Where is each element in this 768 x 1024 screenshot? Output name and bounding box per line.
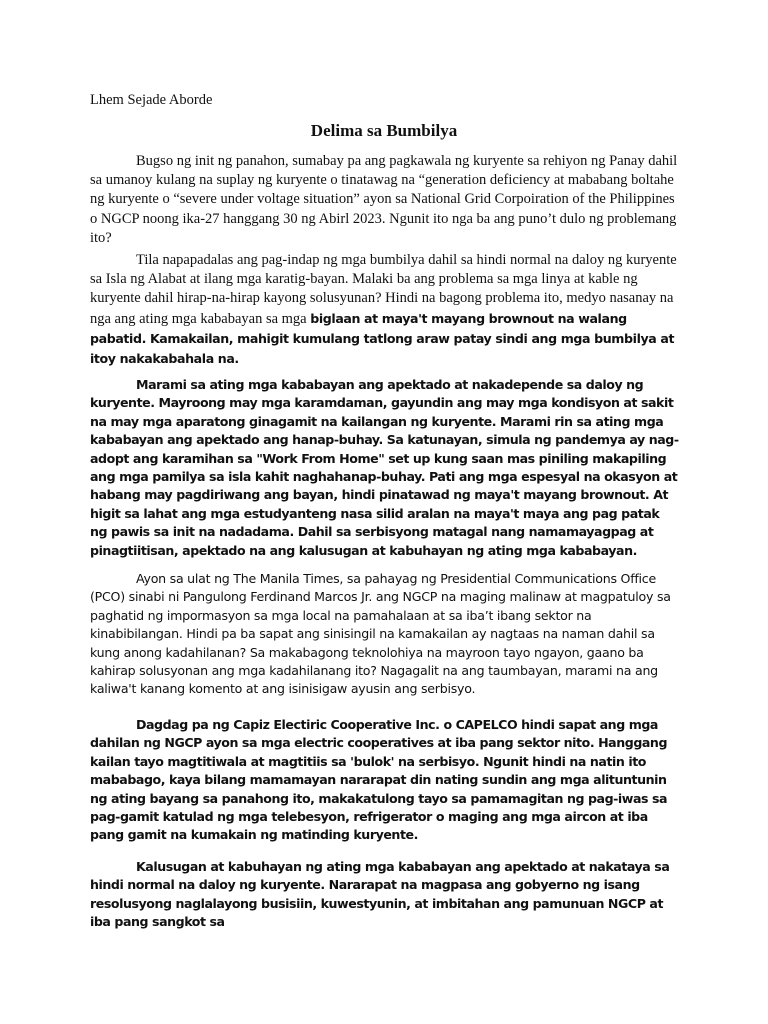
paragraph-2 bbox=[90, 251, 680, 369]
paragraph-5: Dagdag pa ng Capiz Electiric Cooperative Inc. o CAPELCO hindi sapat ang mga dahilan ng NGCP ayon sa mga electric cooperatives at iba pang sektor nito. Hanggang kailan tayo magtitiwala at magtitiis sa 'bulok' na serbisyo. Ngunit hindi na natin ito mababago, kaya bilang mamamayan nararapat din nating sundin ang mga alituntunin ng ating bayang sa panahong ito, makakatulong tayo sa pamamagitan ng pag-iwas sa pag-gamit katulad ng mga telebesyon, refrigerator o maging ang mga aircon at iba pang gamit na kumakain ng matinding kuryente. bbox=[90, 717, 668, 843]
paragraph-3: Marami sa ating mga kababayan ang apektado at nakadepende sa daloy ng kuryente. Mayroong may mga karamdaman, gayundin ang may mga kondisyon at sakit na may mga aparatong ginagamit na kailangan ng kuryente. Marami rin sa ating mga kababayan ang apektado ang hanap-buhay. Sa katunayan, simula ng pandemya ay nag-adopt ang karamihan sa "Work From Home" set up kung saan mas piniling makapiling ang mga pamilya sa isla kahit naghahanap-buhay. Pati ang mga espesyal na okasyon at habang may pagdiriwang ang bayan, hindi pinatawad ng maya't mayang brownout. At higit sa lahat ang mga estudyanteng nasa silid aralan na maya't maya ang pag patak ng pawis sa init na nadadama. Dahil sa serbisyong matagal nang namamayagpag at pinagtiitisan, apektado na ang kalusugan at kabuhayan ng ating mga kababayan. bbox=[90, 377, 679, 558]
document-title: Delima sa Bumbilya bbox=[310, 121, 458, 140]
paragraph-2-emphasis: biglaan at maya't mayang brownout na walang pabatid. Kamakailan, mahigit kumulang tatlong araw patay sindi ang mga bumbilya at itoy nakakabahala na. bbox=[90, 310, 675, 367]
paragraph-4: Ayon sa ulat ng The Manila Times, sa pahayag ng Presidential Communications Office (PCO) sinabi ni Pangulong Ferdinand Marcos Jr. ang NGCP na maging malinaw at magpatuloy sa paghatid ng impormasyon sa mga local na pamahalaan at sa iba’t ibang sektor na kinabibilangan. Hindi pa ba sapat ang sinisingil na kamakailan ay nagtaas na naman dahil sa kung anong kadahilanan? Sa makabagong teknolohiya na mayroon tayo ngayon, gaano ba kahirap solusyonan ang mga kadahilanang ito? Nagagalit na ang taumbayan, marami na ang kaliwa't kanang komento at ang isinisigaw ayusin ang serbisyo. bbox=[90, 571, 671, 697]
paragraph-2-text: Tila napapadalas ang pag-indap ng mga bumbilya dahil sa hindi normal na daloy ng kuryente sa Isla ng Alabat at ilang mga karatig-bayan. Malaki ba ang problema sa mga linya at kable ng kuryente dahil hirap-na-hirap kayong solusyunan? Hindi na bagong problema ito, medyo nasanay na nga ang ating mga kababayan sa mga bbox=[90, 252, 677, 327]
paragraph-6: Kalusugan at kabuhayan ng ating mga kababayan ang apektado at nakataya sa hindi normal na daloy ng kuryente. Nararapat na magpasa ang gobyerno ng isang resolusyong naglalayong busisiin, kuwestyunin, at imbitahan ang pamunuan NGCP at iba pang sangkot sa bbox=[90, 859, 670, 930]
author-name: Lhem Sejade Aborde bbox=[90, 92, 213, 108]
paragraph-1: Bugso ng init ng panahon, sumabay pa ang pagkawala ng kuryente sa rehiyon ng Panay dahil sa umanoy kulang na suplay ng kuryente o tinatawag na “generation deficiency at mababang boltahe ng kuryente o “severe under voltage situation” ayon sa National Grid Corpoiration of the Philippines o NGCP noong ika-27 hanggang 30 ng Abirl 2023. Ngunit ito nga ba ang puno’t dulo ng problemang ito? bbox=[90, 153, 678, 246]
